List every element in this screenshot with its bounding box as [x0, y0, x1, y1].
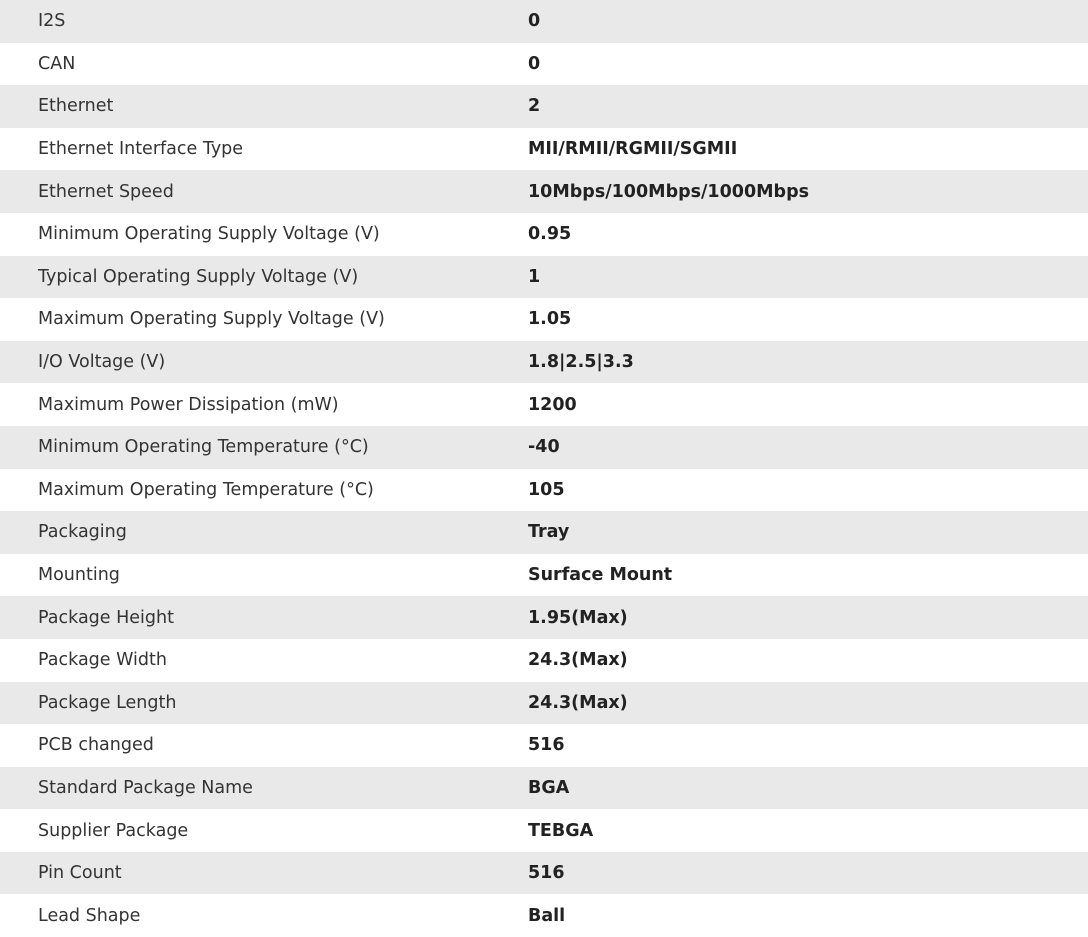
spec-label: Ethernet Speed [38, 181, 174, 202]
spec-label: Minimum Operating Temperature (°C) [38, 437, 369, 458]
spec-value: TEBGA [528, 820, 594, 841]
spec-value: 1.95(Max) [528, 607, 628, 628]
spec-value: Surface Mount [528, 565, 673, 586]
spec-row [0, 767, 1088, 810]
spec-row [0, 426, 1088, 469]
spec-row [0, 298, 1088, 341]
spec-label: Package Width [38, 650, 167, 671]
spec-value: MII/RMII/RGMII/SGMII [528, 139, 738, 160]
spec-label: PCB changed [38, 735, 154, 756]
spec-value: 2 [528, 96, 541, 117]
spec-label: Lead Shape [38, 905, 141, 926]
spec-label: Ethernet [38, 96, 114, 117]
spec-label: CAN [38, 53, 76, 74]
spec-value: 0 [528, 11, 541, 32]
spec-value: 105 [528, 479, 565, 500]
spec-row [0, 85, 1088, 128]
spec-value: Tray [528, 522, 570, 543]
spec-row [0, 383, 1088, 426]
spec-label: Supplier Package [38, 820, 189, 841]
spec-value: 516 [528, 735, 565, 756]
spec-row [0, 639, 1088, 682]
spec-value: Ball [528, 905, 566, 926]
spec-value: 1.05 [528, 309, 572, 330]
spec-row [0, 256, 1088, 299]
spec-label: Maximum Power Dissipation (mW) [38, 394, 339, 415]
spec-value: 0 [528, 53, 541, 74]
spec-label: Package Length [38, 692, 177, 713]
spec-row [0, 724, 1088, 767]
spec-row [0, 554, 1088, 597]
spec-row [0, 213, 1088, 256]
spec-value: 24.3(Max) [528, 692, 628, 713]
spec-row [0, 596, 1088, 639]
spec-label: Package Height [38, 607, 174, 628]
spec-value: -40 [528, 437, 560, 458]
spec-row [0, 128, 1088, 171]
spec-row [0, 809, 1088, 852]
spec-label: Mounting [38, 565, 120, 586]
spec-value: 1 [528, 266, 541, 287]
spec-value: 0.95 [528, 224, 572, 245]
spec-row [0, 43, 1088, 86]
spec-value: 1.8|2.5|3.3 [528, 352, 634, 373]
spec-label: Typical Operating Supply Voltage (V) [38, 266, 359, 287]
spec-row [0, 852, 1088, 895]
spec-label: I2S [38, 11, 66, 32]
spec-label: Standard Package Name [38, 777, 253, 798]
spec-label: Pin Count [38, 863, 122, 884]
spec-value: 1200 [528, 394, 577, 415]
spec-label: Minimum Operating Supply Voltage (V) [38, 224, 380, 245]
spec-label: Packaging [38, 522, 127, 543]
spec-row [0, 469, 1088, 512]
spec-value: 10Mbps/100Mbps/1000Mbps [528, 181, 810, 202]
spec-label: I/O Voltage (V) [38, 352, 166, 373]
spec-value: 516 [528, 863, 565, 884]
spec-value: 24.3(Max) [528, 650, 628, 671]
spec-row [0, 0, 1088, 43]
spec-row [0, 682, 1088, 725]
spec-row [0, 170, 1088, 213]
spec-row [0, 341, 1088, 384]
spec-label: Maximum Operating Supply Voltage (V) [38, 309, 385, 330]
spec-label: Ethernet Interface Type [38, 139, 244, 160]
spec-row [0, 894, 1088, 937]
spec-label: Maximum Operating Temperature (°C) [38, 479, 374, 500]
spec-value: BGA [528, 777, 570, 798]
spec-row [0, 511, 1088, 554]
